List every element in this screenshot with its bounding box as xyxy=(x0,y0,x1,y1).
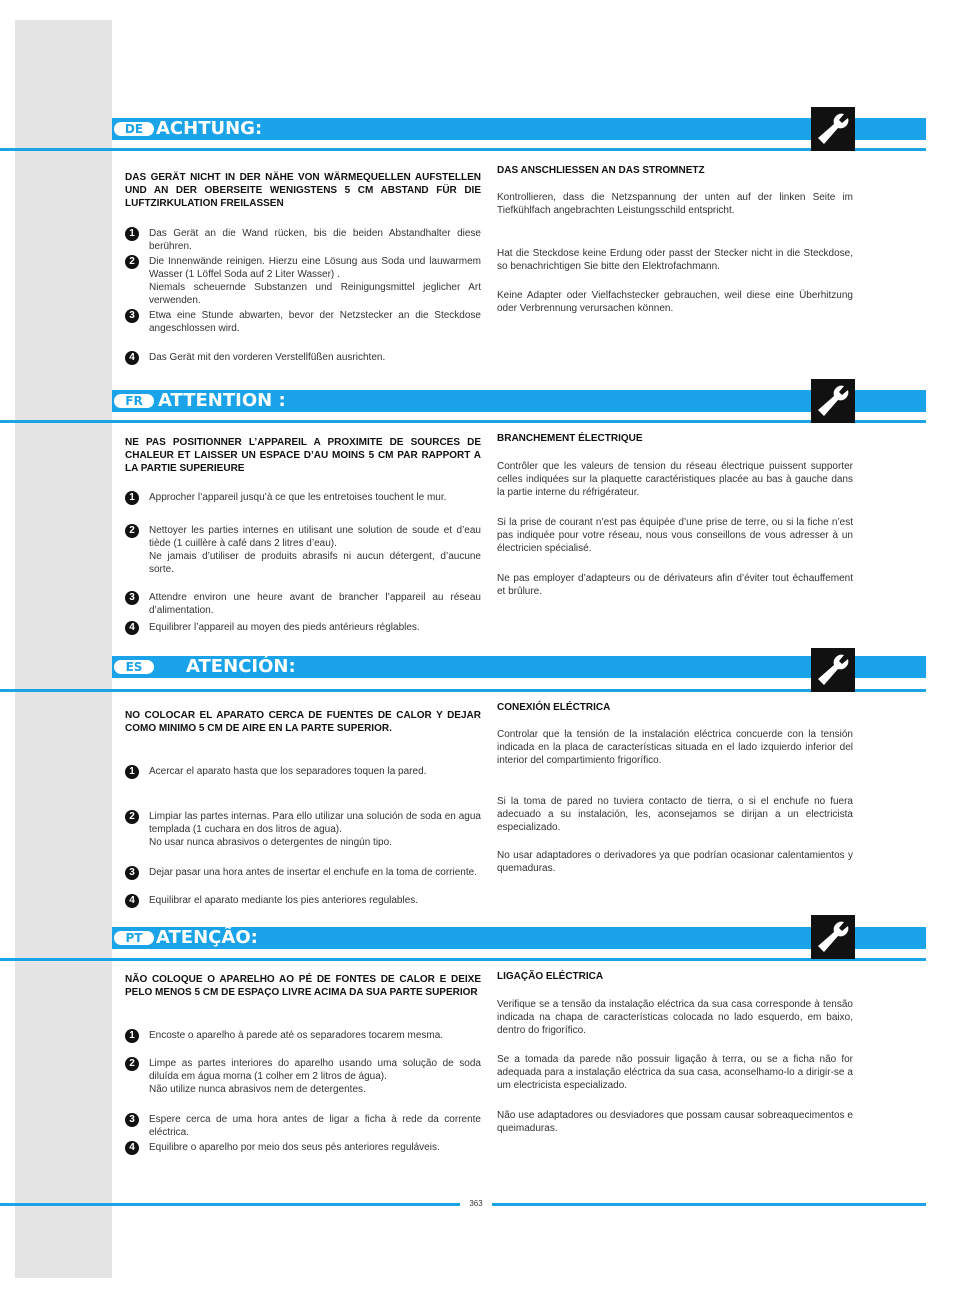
section-divider-es xyxy=(0,689,926,692)
step-number: 4 xyxy=(125,621,139,635)
footer-page-number: 363 xyxy=(460,1199,492,1208)
section-title-de: ACHTUNG: xyxy=(156,118,263,139)
step-item xyxy=(125,1057,481,1096)
right-paragraph: Contrôler que les valeurs de tension du réseau électrique puissent supporter celles indiquées sur la plaquette caractéristiques placée au bas à gauche dans la partie interne du réfrigérateur. xyxy=(497,461,853,498)
step-text: Nettoyer les parties internes en utilisant une solution de soude et d’eau tiède (1 cuillère à café dans 2 litres d’eau). Ne jamais d’utiliser de produits abrasifs ni aucun détergent, d’aucune sorte. xyxy=(149,525,481,575)
wrench-icon xyxy=(811,648,855,692)
page-sidebar xyxy=(15,20,112,1278)
left-heading-pt: NÃO COLOQUE O APARELHO AO PÉ DE FONTES DE CALOR E DEIXE PELO MENOS 5 CM DE ESPAÇO LIVRE ACIMA DA SUA PARTE SUPERIOR xyxy=(125,974,481,998)
step-item xyxy=(125,1141,481,1154)
left-heading-de: DAS GERÄT NICHT IN DER NÄHE VON WÄRMEQUELLEN AUFSTELLEN UND AN DER OBERSEITE WENIGSTENS 5 CM ABSTAND FÜR DIE LUFTZIRKULATION FREILASSEN xyxy=(125,172,481,209)
step-item xyxy=(125,765,481,778)
right-paragraph: Ne pas employer d’adapteurs ou de dérivateurs afin d’éviter tout échauffement et brûlure. xyxy=(497,573,853,597)
step-text: Equilibrer l’appareil au moyen des pieds antérieurs réglables. xyxy=(149,622,420,633)
step-item xyxy=(125,810,481,849)
left-heading-es: NO COLOCAR EL APARATO CERCA DE FUENTES DE CALOR Y DEJAR COMO MINIMO 5 CM DE AIRE EN LA PARTE SUPERIOR. xyxy=(125,710,481,734)
step-text: Limpe as partes interiores do aparelho usando uma solução de soda diluída em água morna (1 colher em 2 litros de água). Não utilize nunca abrasivos nem de detergentes. xyxy=(149,1058,481,1095)
step-number: 3 xyxy=(125,309,139,323)
section-title-pt: ATENÇÃO: xyxy=(156,927,258,948)
step-number: 2 xyxy=(125,1057,139,1071)
right-paragraph: Kontrollieren, dass die Netzspannung der unten auf der linken Seite im Tiefkühlfach angebrachten Leistungsschild entspricht. xyxy=(497,192,853,216)
step-text: Dejar pasar una hora antes de insertar el enchufe en la toma de corriente. xyxy=(149,867,477,878)
section-divider-fr xyxy=(0,420,926,423)
right-paragraph: No usar adaptadores o derivadores ya que podrían ocasionar calentamientos y quemaduras. xyxy=(497,850,853,874)
step-text: Encoste o aparelho à parede até os separadores tocarem mesma. xyxy=(149,1030,444,1041)
step-number: 1 xyxy=(125,227,139,241)
right-paragraph: Keine Adapter oder Vielfachstecker gebrauchen, weil diese eine Überhitzung oder Verbrennung verursachen können. xyxy=(497,290,853,314)
step-number: 4 xyxy=(125,894,139,908)
step-item xyxy=(125,591,481,617)
step-item xyxy=(125,1113,481,1139)
step-item xyxy=(125,1029,481,1042)
lang-badge-es: ES xyxy=(114,660,154,674)
step-number: 3 xyxy=(125,1113,139,1127)
right-heading-fr: BRANCHEMENT ÉLECTRIQUE xyxy=(497,433,643,444)
lang-badge-pt: PT xyxy=(114,931,154,945)
step-text: Attendre environ une heure avant de brancher l’appareil au réseau d’alimentation. xyxy=(149,592,481,616)
lang-badge-fr: FR xyxy=(114,394,154,408)
step-item xyxy=(125,491,481,504)
step-text: Limpiar las partes internas. Para ello utilizar una solución de soda en agua templada (1 cuchara en dos litros de agua). No usar nunca abrasivos o detergentes de ningún tipo. xyxy=(149,811,481,848)
step-item xyxy=(125,255,481,307)
step-item xyxy=(125,866,481,879)
step-text: Das Gerät mit den vorderen Verstellfüßen ausrichten. xyxy=(149,352,386,363)
right-heading-es: CONEXIÓN ELÉCTRICA xyxy=(497,702,611,713)
step-text: Approcher l’appareil jusqu’à ce que les entretoises touchent le mur. xyxy=(149,492,447,503)
step-number: 2 xyxy=(125,810,139,824)
step-text: Etwa eine Stunde abwarten, bevor der Netzstecker an die Steckdose angeschlossen wird. xyxy=(149,310,481,334)
step-number: 4 xyxy=(125,1141,139,1155)
right-paragraph: Hat die Steckdose keine Erdung oder passt der Stecker nicht in die Steckdose, so benachrichtigen Sie bitte den Elektrofachmann. xyxy=(497,248,853,272)
step-number: 2 xyxy=(125,524,139,538)
step-number: 1 xyxy=(125,765,139,779)
wrench-icon xyxy=(811,379,855,423)
step-text: Equilibre o aparelho por meio dos seus pés anteriores reguláveis. xyxy=(149,1142,440,1153)
step-item xyxy=(125,351,481,364)
step-text: Equilibrar el aparato mediante los pies anteriores regulables. xyxy=(149,895,419,906)
wrench-icon xyxy=(811,915,855,959)
lang-badge-de: DE xyxy=(114,122,154,136)
section-divider-pt xyxy=(0,958,926,961)
right-heading-de: DAS ANSCHLIESSEN AN DAS STROMNETZ xyxy=(497,165,705,176)
step-item xyxy=(125,227,481,253)
step-item xyxy=(125,309,481,335)
section-title-fr: ATTENTION : xyxy=(158,390,286,411)
step-number: 1 xyxy=(125,491,139,505)
right-paragraph: Controlar que la tensión de la instalación eléctrica concuerde con la tensión indicada en la placa de características situada en el lado izquierdo inferior del interior del compartimiento frigorífico. xyxy=(497,729,853,766)
step-text: Acercar el aparato hasta que los separadores toquen la pared. xyxy=(149,766,427,777)
step-number: 3 xyxy=(125,591,139,605)
right-paragraph: Si la prise de courant n’est pas équipée d’une prise de terre, ou si la fiche n’est pas indiquée pour votre réseau, nous vous conseillons de vous adresser à un électricien spécialisé. xyxy=(497,517,853,554)
section-title-es: ATENCIÓN: xyxy=(186,656,296,677)
step-item xyxy=(125,524,481,576)
step-number: 2 xyxy=(125,255,139,269)
step-item xyxy=(125,621,481,634)
step-number: 1 xyxy=(125,1029,139,1043)
right-paragraph: Verifique se a tensão da instalação eléctrica da sua casa corresponde à tensão indicada na chapa de características colocada no lado esquerdo, em baixo, dentro do frigorífico. xyxy=(497,999,853,1036)
right-paragraph: Não use adaptadores ou desviadores que possam causar sobreaquecimentos e queimaduras. xyxy=(497,1110,853,1134)
right-paragraph: Se a tomada da parede não possuir ligação à terra, ou se a ficha não for adequada para a instalação eléctrica da sua casa, aconselhamo-lo a dirigir-se a um electricista especializado. xyxy=(497,1054,853,1091)
left-heading-fr: NE PAS POSITIONNER L’APPAREIL A PROXIMITE DE SOURCES DE CHALEUR ET LAISSER UN ESPACE D’AU MOINS 5 CM PAR RAPPORT A LA PARTIE SUPERIEURE xyxy=(125,437,481,474)
section-divider-de xyxy=(0,148,926,151)
right-paragraph: Si la toma de pared no tuviera contacto de tierra, o si el enchufe no fuera adecuado a su instalación, les, aconsejamos se dirijan a un electricista especializado. xyxy=(497,796,853,833)
step-number: 3 xyxy=(125,866,139,880)
step-item xyxy=(125,894,481,907)
wrench-icon xyxy=(811,107,855,151)
step-text: Espere cerca de uma hora antes de ligar a ficha à rede da corrente eléctrica. xyxy=(149,1114,481,1138)
step-text: Das Gerät an die Wand rücken, bis die beiden Abstandhalter diese berühren. xyxy=(149,228,481,252)
step-number: 4 xyxy=(125,351,139,365)
step-text: Die Innenwände reinigen. Hierzu eine Lösung aus Soda und lauwarmem Wasser (1 Löffel Soda auf 2 Liter Wasser) . Niemals scheuernde Substanzen und Reinigungsmittel jeglicher Art verwenden. xyxy=(149,256,481,306)
right-heading-pt: LIGAÇÃO ELÉCTRICA xyxy=(497,971,604,982)
